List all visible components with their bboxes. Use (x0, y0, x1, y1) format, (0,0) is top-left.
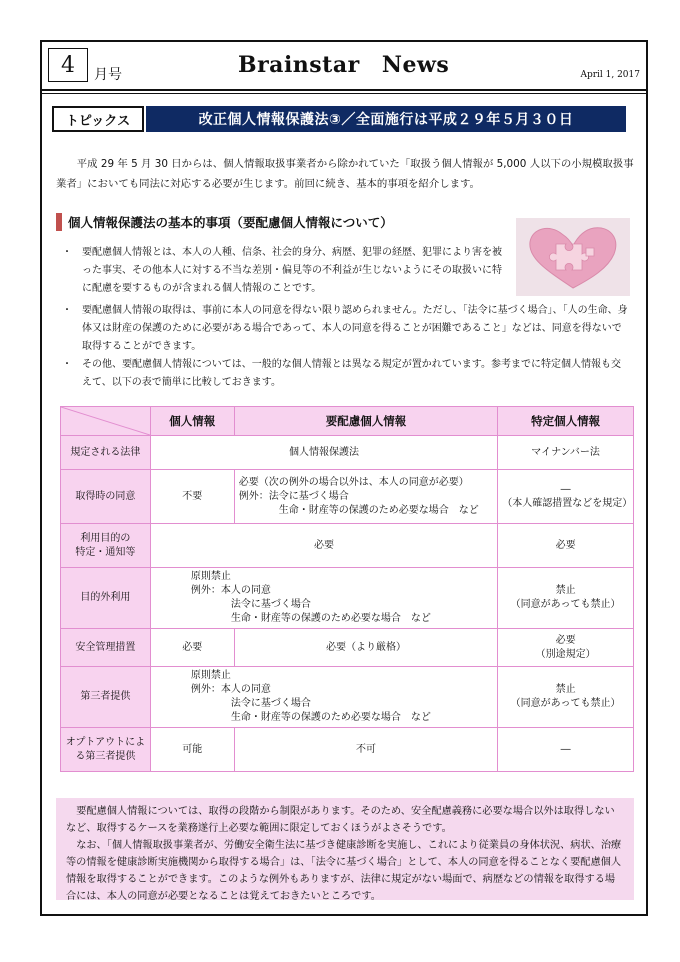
row-label: 取得時の同意 (61, 470, 151, 524)
table-cell: 必要 (150, 524, 497, 568)
table-row (61, 436, 634, 470)
issue-suffix: 月号 (94, 67, 122, 83)
row-label: オプトアウトによる第三者提供 (61, 728, 151, 772)
table-cell: 必要 (498, 524, 634, 568)
bullet-mark: ・ (62, 359, 72, 370)
note-paragraph: 要配慮個人情報については、取得の段階から制限があります。そのため、安全配慮義務に必要な場合以外は取得しないなど、取得するケースを業務遂行上必要な範囲に限定しておくほうがよさそうです。 (66, 806, 615, 834)
table-row (61, 568, 634, 629)
topic-label: トピックス (52, 106, 144, 132)
heart-puzzle-image (516, 218, 630, 296)
row-label: 安全管理措置 (61, 629, 151, 667)
table-cell: 必要（より厳格） (234, 629, 498, 667)
table-row (61, 629, 634, 667)
masthead-title: Brainstar News (238, 52, 450, 78)
table-row (61, 470, 634, 524)
bullet-mark: ・ (62, 247, 72, 258)
section-bar-icon (56, 213, 62, 231)
issue-number-box (48, 48, 88, 82)
row-label: 利用目的の 特定・通知等 (61, 524, 151, 568)
note-paragraph: なお、「個人情報取扱事業者が、労働安全衛生法に基づき健康診断を実施し、これにより従業員の身体状況、病状、治療等の情報を健康診断実施機関から取得する場合」は、「法令に基づく場合」として、本人の同意を得ることなく要配慮個人情報を取得することができます。このような例外もありますが、法律に規定がない場面で、病歴などの情報を取得する場合には、本人の同意が必要となることは覚えておきたいところです。 (66, 840, 622, 902)
bullet-item (56, 302, 628, 356)
table-cell: 必要 （別途規定） (498, 629, 634, 667)
col-header-sensitive: 要配慮個人情報 (234, 407, 498, 436)
row-label: 規定される法律 (61, 436, 151, 470)
topic-title: 改正個人情報保護法③／全面施行は平成２９年５月３０日 (146, 106, 626, 132)
header-rule-thick (42, 89, 646, 91)
table-corner-cell (61, 407, 151, 436)
table-cell: 禁止 （同意があっても禁止） (498, 568, 634, 629)
table-cell: 原則禁止 例外：本人の同意 法令に基づく場合 生命・財産等の保護のため必要な場合 など (150, 667, 497, 728)
note-box (56, 798, 634, 900)
issue-date: April 1, 2017 (580, 70, 640, 80)
table-cell: 不要 (150, 470, 234, 524)
bullet-item (56, 244, 510, 298)
row-label: 第三者提供 (61, 667, 151, 728)
newsletter-page (40, 40, 648, 916)
table-cell: 禁止 （同意があっても禁止） (498, 667, 634, 728)
col-header-specific: 特定個人情報 (498, 407, 634, 436)
bullet-mark: ・ (62, 305, 72, 316)
col-header-personal: 個人情報 (150, 407, 234, 436)
comparison-table (60, 406, 634, 772)
table-cell: 個人情報保護法 (150, 436, 497, 470)
header-rule-thin (42, 93, 646, 94)
section-heading (56, 212, 393, 232)
table-cell: マイナンバー法 (498, 436, 634, 470)
bullet-text: その他、要配慮個人情報については、一般的な個人情報とは異なる規定が置かれています。参考までに特定個人情報も交えて、以下の表で簡単に比較しておきます。 (82, 359, 621, 388)
row-label: 目的外利用 (61, 568, 151, 629)
table-cell: ― (498, 728, 634, 772)
table-cell: 不可 (234, 728, 498, 772)
bullet-item (56, 356, 628, 392)
table-cell: ― （本人確認措置などを規定） (498, 470, 634, 524)
table-cell: 原則禁止 例外：本人の同意 法令に基づく場合 生命・財産等の保護のため必要な場合 など (150, 568, 497, 629)
heart-puzzle-icon (516, 218, 630, 296)
diagonal-line-icon (61, 407, 150, 435)
table-row (61, 728, 634, 772)
section-heading-text: 個人情報保護法の基本的事項（要配慮個人情報について） (68, 215, 393, 230)
issue-number: 4 (61, 52, 75, 78)
table-cell: 必要 (150, 629, 234, 667)
table-cell: 必要（次の例外の場合以外は、本人の同意が必要） 例外：法令に基づく場合 生命・財産等の保護のため必要な場合 など (234, 470, 498, 524)
table-header-row (61, 407, 634, 436)
bullet-text: 要配慮個人情報の取得は、事前に本人の同意を得ない限り認められません。ただし、「法令に基づく場合」、「人の生命、身体又は財産の保護のために必要がある場合であって、本人の同意を得ることが困難であること」などは、同意を得ないで取得することができます。 (82, 305, 628, 352)
table-cell: 可能 (150, 728, 234, 772)
bullet-text: 要配慮個人情報とは、本人の人種、信条、社会的身分、病歴、犯罪の経歴、犯罪により害を被った事実、その他本人に対する不当な差別・偏見等の不利益が生じないようにその取扱いに特に配慮を要するものが含まれる個人情報のことです。 (82, 247, 502, 294)
table-row (61, 667, 634, 728)
table-row (61, 524, 634, 568)
intro-paragraph: 平成 29 年 5 月 30 日からは、個人情報取扱事業者から除かれていた「取扱う個人情報が 5,000 人以下の小規模取扱事業者」においても同法に対応する必要が生じます。前回に続き、基本的事項を紹介します。 (56, 158, 634, 190)
